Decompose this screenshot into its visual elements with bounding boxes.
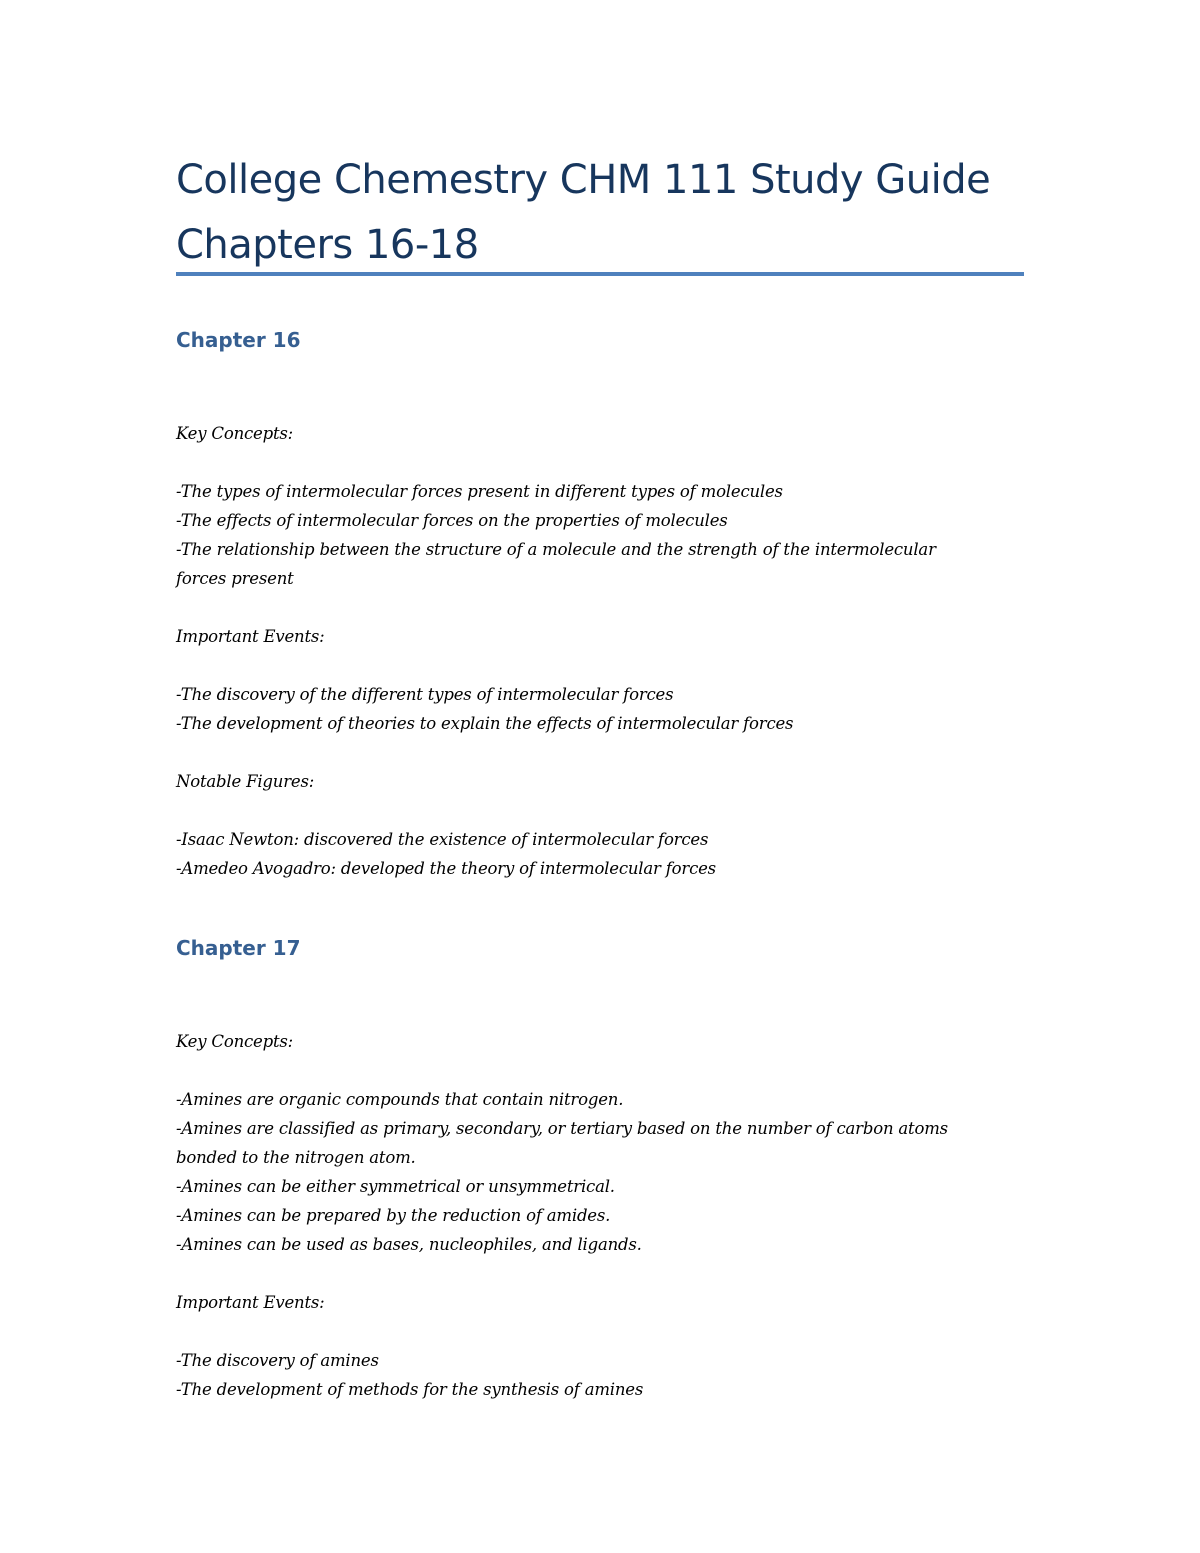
chapter-17-key-concept-item: -Amines are classified as primary, secondary, or tertiary based on the number of carbon atoms [176,1119,948,1138]
chapter-17-key-concept-item: -Amines can be used as bases, nucleophiles, and ligands. [176,1235,642,1254]
chapter-16-event-item: -The discovery of the different types of intermolecular forces [176,685,674,704]
chapter-16-key-concept-item-continued: forces present [176,569,294,588]
chapter-16-key-concepts-label: Key Concepts: [176,424,294,443]
chapter-17-key-concept-item-continued: bonded to the nitrogen atom. [176,1148,416,1167]
chapter-16-event-item: -The development of theories to explain the effects of intermolecular forces [176,714,794,733]
chapter-16-figures-label: Notable Figures: [176,772,315,791]
document-title: College Chemestry CHM 111 Study Guide Chapters 16-18 [176,157,991,268]
chapter-16-figure-item: -Amedeo Avogadro: developed the theory of intermolecular forces [176,859,716,878]
chapter-17-key-concept-item: -Amines can be either symmetrical or unsymmetrical. [176,1177,615,1196]
chapter-16-key-concept-item: -The effects of intermolecular forces on the properties of molecules [176,511,728,530]
chapter-16-events-label: Important Events: [176,627,325,646]
chapter-17-heading: Chapter 17 [176,936,301,960]
chapter-17-event-item: -The discovery of amines [176,1351,379,1370]
chapter-16-figure-item: -Isaac Newton: discovered the existence of intermolecular forces [176,830,709,849]
chapter-16-heading: Chapter 16 [176,328,301,352]
chapter-16-key-concept-item: -The relationship between the structure of a molecule and the strength of the intermolecular [176,540,936,559]
chapter-17-events-label: Important Events: [176,1293,325,1312]
chapter-16-key-concept-item: -The types of intermolecular forces present in different types of molecules [176,482,783,501]
chapter-17-key-concept-item: -Amines can be prepared by the reduction of amides. [176,1206,611,1225]
chapter-17-event-item: -The development of methods for the synthesis of amines [176,1380,644,1399]
chapter-17-key-concept-item: -Amines are organic compounds that contain nitrogen. [176,1090,624,1109]
chapter-17-key-concepts-label: Key Concepts: [176,1032,294,1051]
title-underline-rule [176,272,1024,276]
